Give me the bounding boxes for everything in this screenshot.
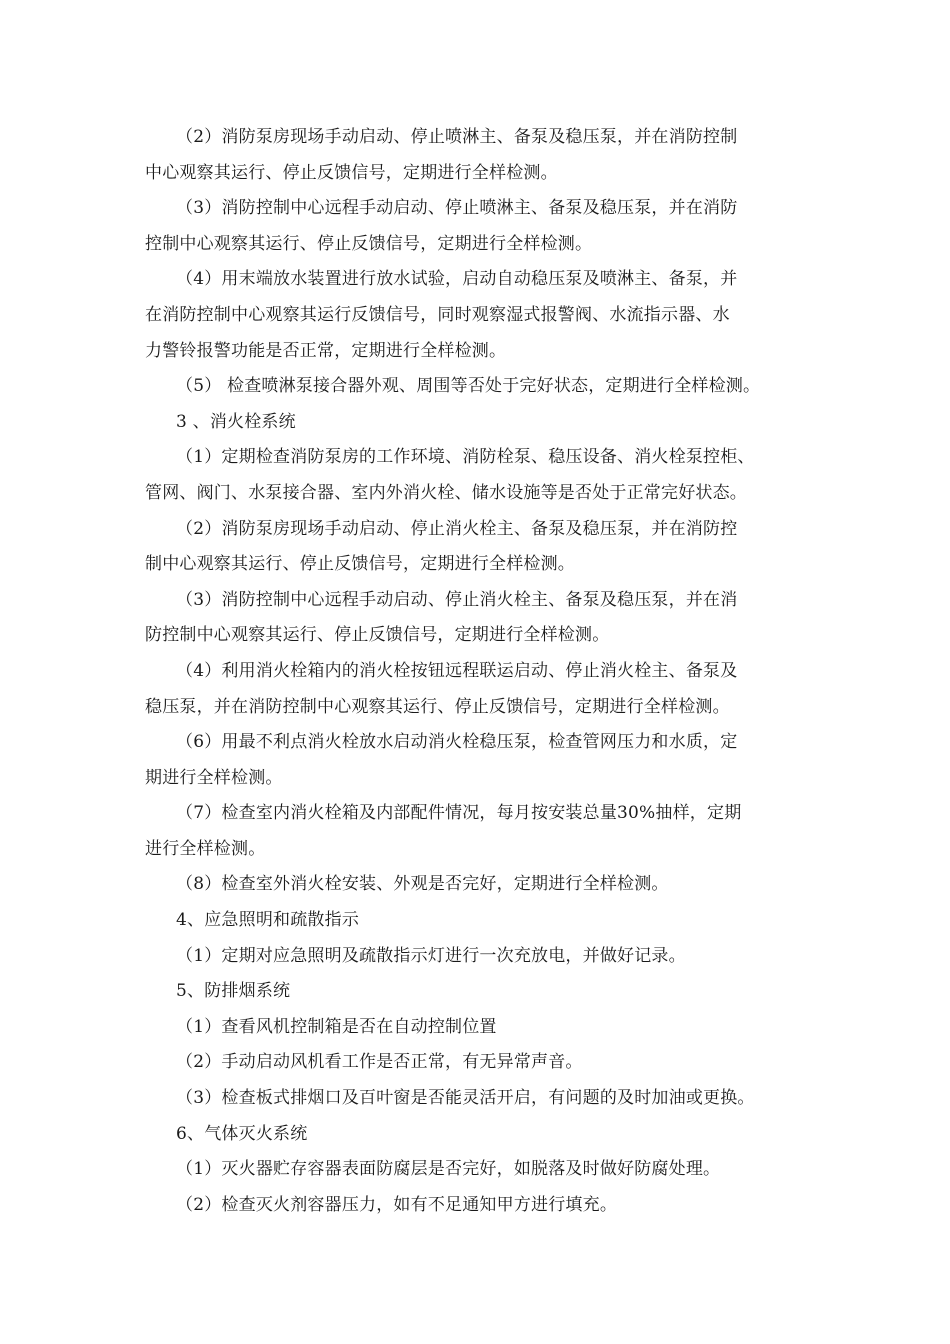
text-line: （7）检查室内消火栓箱及内部配件情况，每月按安装总量30%抽样，定期	[176, 803, 742, 824]
document-body	[145, 120, 835, 1223]
text-line: （8）检查室外消火栓安装、外观是否完好，定期进行全样检测。	[176, 874, 669, 895]
text-line: 4、应急照明和疏散指示	[176, 910, 360, 931]
text-line: （4）用末端放水装置进行放水试验，启动自动稳压泵及喷淋主、备泵，并	[176, 269, 738, 290]
text-line: （2）检查灭火剂容器压力，如有不足通知甲方进行填充。	[176, 1194, 618, 1215]
text-line: （1）查看风机控制箱是否在自动控制位置	[176, 1016, 497, 1037]
text-line: （3）检查板式排烟口及百叶窗是否能灵活开启，有问题的及时加油或更换。	[176, 1088, 755, 1109]
text-line: （4）利用消火栓箱内的消火栓按钮远程联运启动、停止消火栓主、备泵及	[176, 660, 738, 681]
text-line: （1）定期对应急照明及疏散指示灯进行一次充放电，并做好记录。	[176, 945, 686, 966]
text-line: 稳压泵，并在消防控制中心观察其运行、停止反馈信号，定期进行全样检测。	[145, 696, 730, 717]
text-line: 在消防控制中心观察其运行反馈信号，同时观察湿式报警阀、水流指示器、水	[145, 304, 730, 325]
text-line: 3 、消火栓系统	[176, 411, 296, 432]
text-line: （1）灭火器贮存容器表面防腐层是否完好，如脱落及时做好防腐处理。	[176, 1159, 721, 1180]
text-line: 制中心观察其运行、停止反馈信号，定期进行全样检测。	[145, 554, 575, 575]
text-line: （3）消防控制中心远程手动启动、停止消火栓主、备泵及稳压泵，并在消	[176, 589, 738, 610]
text-line: 进行全样检测。	[145, 838, 266, 859]
text-line: 中心观察其运行、停止反馈信号，定期进行全样检测。	[145, 162, 558, 183]
text-line: （1）定期检查消防泵房的工作环境、消防栓泵、稳压设备、消火栓泵控柜、	[176, 447, 755, 468]
text-line: 6、气体灭火系统	[176, 1123, 308, 1144]
text-line: （3）消防控制中心远程手动启动、停止喷淋主、备泵及稳压泵，并在消防	[176, 198, 738, 219]
text-line: 5、防排烟系统	[176, 981, 291, 1002]
text-line: （2）消防泵房现场手动启动、停止喷淋主、备泵及稳压泵，并在消防控制	[176, 127, 738, 147]
text-line: （5） 检查喷淋泵接合器外观、周围等否处于完好状态，定期进行全样检测。	[176, 376, 761, 397]
text-line: 防控制中心观察其运行、停止反馈信号，定期进行全样检测。	[145, 625, 610, 646]
text-line: 期进行全样检测。	[145, 767, 283, 788]
text-line: 管网、阀门、水泵接合器、室内外消火栓、储水设施等是否处于正常完好状态。	[145, 482, 747, 503]
text-line: 力警铃报警功能是否正常，定期进行全样检测。	[145, 340, 507, 361]
text-line: 控制中心观察其运行、停止反馈信号，定期进行全样检测。	[145, 233, 593, 254]
text-line: （2）手动启动风机看工作是否正常，有无异常声音。	[176, 1052, 583, 1073]
text-line: （2）消防泵房现场手动启动、停止消火栓主、备泵及稳压泵，并在消防控	[176, 518, 738, 539]
text-line: （6）用最不利点消火栓放水启动消火栓稳压泵，检查管网压力和水质，定	[176, 732, 738, 753]
